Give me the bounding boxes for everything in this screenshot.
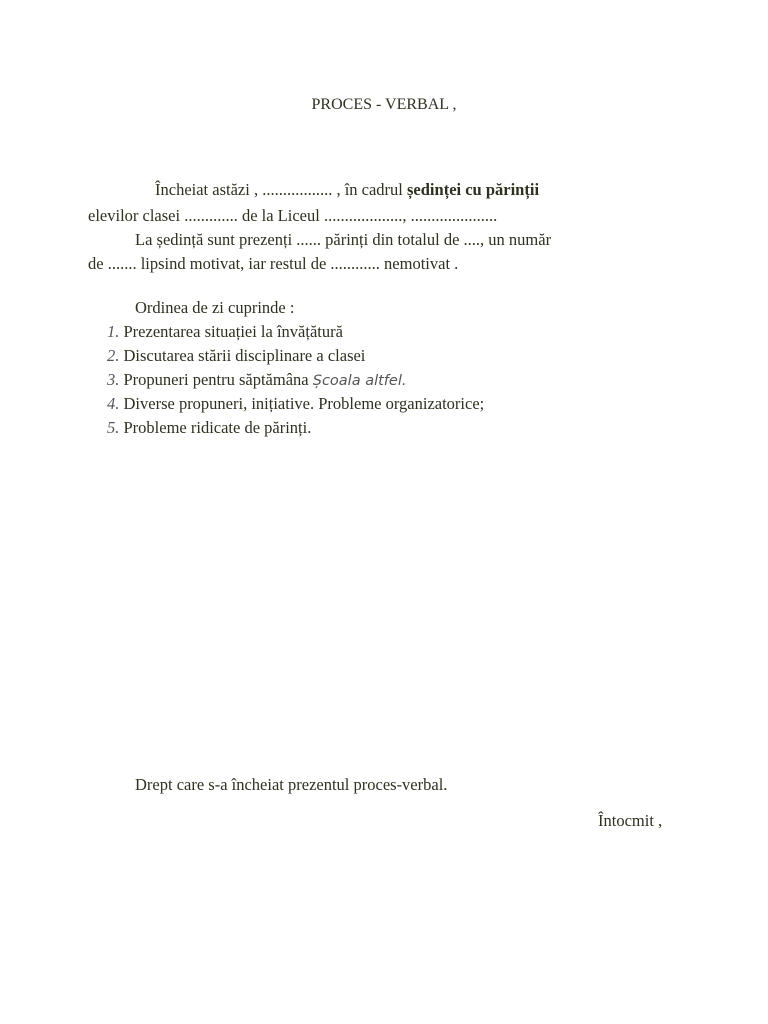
intro-text: Încheiat astăzi , ................. , în cadrul [155, 180, 408, 199]
intro-line-3: La ședință sunt prezenți ...... părinți din totalul de ...., un număr [135, 230, 552, 249]
intro-bold: ședinței cu părinții [407, 180, 540, 199]
item-number: 5. [107, 418, 120, 437]
intro-line-1 [155, 180, 705, 200]
item-text: Discutarea stării disciplinare a clasei [123, 346, 366, 365]
item-number: 2. [107, 346, 120, 365]
agenda-item [107, 418, 311, 438]
item-text: Diverse propuneri, inițiative. Probleme organizatorice; [123, 394, 485, 413]
intro-line-2: elevilor clasei ............. de la Liceul ..................., ..................... [88, 206, 498, 225]
item-number: 3. [107, 370, 120, 389]
item-text: Probleme ridicate de părinți. [123, 418, 312, 437]
agenda-item [107, 322, 343, 342]
agenda-item [107, 394, 484, 414]
closing-text: Drept care s-a încheiat prezentul proces-verbal. [135, 775, 448, 794]
agenda-item [107, 346, 365, 366]
item-text: Propuneri pentru săptămâna [123, 370, 313, 389]
item-italic: Școala altfel. [312, 373, 407, 389]
document-title: PROCES - VERBAL , [311, 96, 457, 113]
item-number: 1. [107, 322, 120, 341]
agenda-item [107, 370, 406, 390]
intro-line-4: de ....... lipsind motivat, iar restul de ............ nemotivat . [88, 254, 459, 273]
signature-label: Întocmit , [598, 811, 663, 830]
item-text: Prezentarea situației la învățătură [123, 322, 343, 341]
item-number: 4. [107, 394, 120, 413]
agenda-heading: Ordinea de zi cuprinde : [135, 298, 295, 317]
